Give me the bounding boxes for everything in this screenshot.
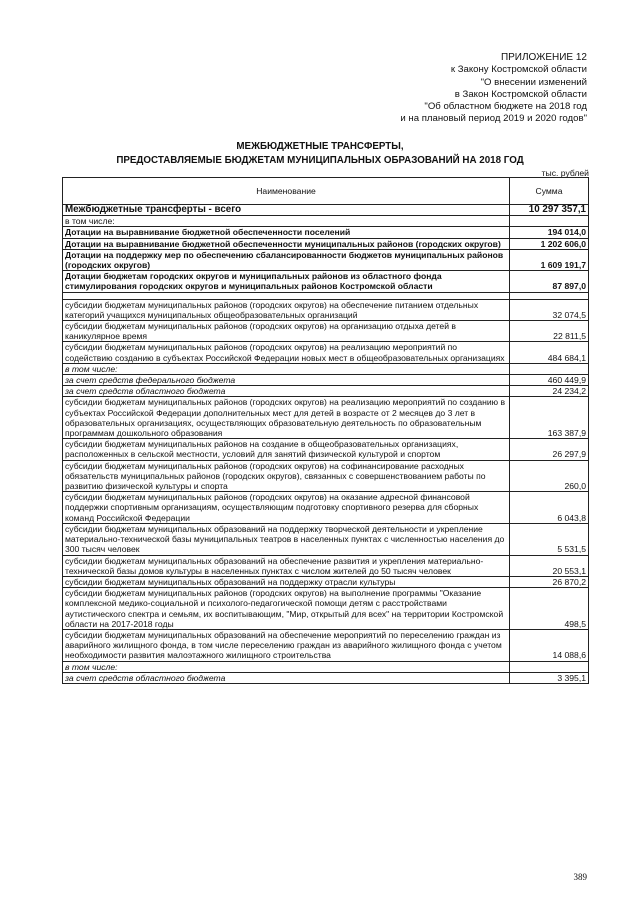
appendix-line: к Закону Костромской области xyxy=(450,64,587,76)
row-sum: 460 449,9 xyxy=(510,375,589,386)
row-sum: 26 870,2 xyxy=(510,576,589,587)
transfers-table xyxy=(62,177,589,684)
appendix-line: в Закон Костромской области xyxy=(454,88,587,100)
row-name: Межбюджетные трансферты - всего xyxy=(63,205,510,216)
row-name: субсидии бюджетам муниципальных районов (городских округов) на оказание адресной финансовой поддержки спортивным организациям, осуществляющим подготовку спортивного резерва для сборных команд Российской Федерации xyxy=(63,492,510,524)
row-sum: 163 387,9 xyxy=(510,397,589,439)
table-row xyxy=(63,397,589,439)
table-row xyxy=(63,205,589,216)
row-name: субсидии бюджетам муниципальных образований на поддержку отрасли культуры xyxy=(63,576,510,587)
appendix-line: "О внесении изменений xyxy=(480,76,587,88)
document-title xyxy=(60,140,580,168)
appendix-line: "Об областном бюджете на 2018 год xyxy=(424,101,587,113)
table-row xyxy=(63,292,589,299)
table-row xyxy=(63,271,589,292)
table-row xyxy=(63,672,589,683)
table-row xyxy=(63,363,589,374)
row-name: Дотации бюджетам городских округов и муниципальных районов из областного фонда стимулирования городских округов и муниципальных районов Костромской области xyxy=(63,271,510,292)
row-sum: 24 234,2 xyxy=(510,386,589,397)
row-name: субсидии бюджетам муниципальных образований на поддержку творческой деятельности и укрепление материально-технической базы муниципальных театров в населенных пунктах с численностью населения до 300 тысяч человек xyxy=(63,523,510,555)
row-sum: 484 684,1 xyxy=(510,342,589,363)
row-sum xyxy=(510,661,589,672)
row-name: за счет средств областного бюджета xyxy=(63,386,510,397)
table-row xyxy=(63,299,589,320)
table-row xyxy=(63,216,589,227)
row-name: в том числе: xyxy=(63,661,510,672)
unit-label: тыс. рублей xyxy=(541,168,589,178)
page-number: 389 xyxy=(573,872,587,882)
table-row xyxy=(63,588,589,630)
table-row xyxy=(63,227,589,238)
row-name: субсидии бюджетам муниципальных районов (городских округов) на реализацию мероприятий по созданию в субъектах Российской Федерации дополнительных мест для детей в возрасте от 2 месяцев до 3 лет в образовательных организациях, осуществляющих образовательную деятельность по образовательным программам дошкольного образования xyxy=(63,397,510,439)
table-row xyxy=(63,375,589,386)
row-sum xyxy=(510,292,589,299)
row-name: в том числе: xyxy=(63,216,510,227)
row-name: Дотации на выравнивание бюджетной обеспеченности муниципальных районов (городских округов) xyxy=(63,238,510,249)
table-row xyxy=(63,249,589,270)
row-sum: 498,5 xyxy=(510,588,589,630)
row-sum: 20 553,1 xyxy=(510,555,589,576)
row-sum: 22 811,5 xyxy=(510,321,589,342)
table-row xyxy=(63,342,589,363)
row-name: субсидии бюджетам муниципальных образований на обеспечение развития и укрепления материально-технической базы домов культуры в населенных пунктах с числом жителей до 50 тысяч человек xyxy=(63,555,510,576)
table-body xyxy=(63,205,589,684)
row-name: субсидии бюджетам муниципальных районов на создание в общеобразовательных организациях, расположенных в сельской местности, условий для занятий физической культурой и спортом xyxy=(63,439,510,460)
table-row xyxy=(63,492,589,524)
appendix-number: ПРИЛОЖЕНИЕ 12 xyxy=(500,52,587,63)
row-sum: 3 395,1 xyxy=(510,672,589,683)
row-name: субсидии бюджетам муниципальных районов (городских округов) на обеспечение питанием отдельных категорий учащихся муниципальных общеобразовательных организаций xyxy=(63,299,510,320)
row-sum xyxy=(510,216,589,227)
row-name: за счет средств областного бюджета xyxy=(63,672,510,683)
row-sum: 32 074,5 xyxy=(510,299,589,320)
table-header-row xyxy=(63,178,589,205)
header-name: Наименование xyxy=(63,178,510,205)
row-name: Дотации на поддержку мер по обеспечению сбалансированности бюджетов муниципальных районов (городских округов) xyxy=(63,249,510,270)
row-sum: 14 088,6 xyxy=(510,629,589,661)
table-row xyxy=(63,460,589,492)
row-name: субсидии бюджетам муниципальных районов (городских округов) на софинансирование расходных обязательств муниципальных районов (городских округов), связанных с совершенствованием работы по развитию физической культуры и спорта xyxy=(63,460,510,492)
row-sum: 1 202 606,0 xyxy=(510,238,589,249)
appendix-header xyxy=(400,52,587,126)
row-name xyxy=(63,292,510,299)
title-line-2: ПРЕДОСТАВЛЯЕМЫЕ БЮДЖЕТАМ МУНИЦИПАЛЬНЫХ ОБРАЗОВАНИЙ НА 2018 ГОД xyxy=(116,155,524,166)
table-row xyxy=(63,661,589,672)
title-line-1: МЕЖБЮДЖЕТНЫЕ ТРАНСФЕРТЫ, xyxy=(236,141,404,152)
table-row xyxy=(63,523,589,555)
header-sum: Сумма xyxy=(510,178,589,205)
row-name: Дотации на выравнивание бюджетной обеспеченности поселений xyxy=(63,227,510,238)
table-row xyxy=(63,238,589,249)
table-row xyxy=(63,555,589,576)
row-sum: 26 297,9 xyxy=(510,439,589,460)
table-row xyxy=(63,321,589,342)
row-sum: 260,0 xyxy=(510,460,589,492)
table-row xyxy=(63,439,589,460)
appendix-line: и на плановый период 2019 и 2020 годов" xyxy=(400,113,587,125)
row-name: субсидии бюджетам муниципальных районов (городских округов) на выполнение программы "Оказание комплексной медико-социальной и психолого-педагогической помощи детям с расстройствами аутистического спектра и семьям, их воспитывающим, "Мир, открытый для всех" на территории Костромской области на 2017-2018 годы xyxy=(63,588,510,630)
row-sum: 6 043,8 xyxy=(510,492,589,524)
row-name: субсидии бюджетам муниципальных районов (городских округов) на организацию отдыха детей в каникулярное время xyxy=(63,321,510,342)
row-sum: 10 297 357,1 xyxy=(510,205,589,216)
row-name: в том числе: xyxy=(63,363,510,374)
row-sum: 87 897,0 xyxy=(510,271,589,292)
table-row xyxy=(63,576,589,587)
row-name: субсидии бюджетам муниципальных образований на обеспечение мероприятий по переселению граждан из аварийного жилищного фонда, в том числе переселению граждан из аварийного жилищного фонда с учетом необходимости развития малоэтажного жилищного строительства xyxy=(63,629,510,661)
table-row xyxy=(63,386,589,397)
row-sum: 1 609 191,7 xyxy=(510,249,589,270)
row-name: субсидии бюджетам муниципальных районов (городских округов) на реализацию мероприятий по содействию созданию в субъектах Российской Федерации новых мест в общеобразовательных организациях xyxy=(63,342,510,363)
row-sum: 194 014,0 xyxy=(510,227,589,238)
row-sum: 5 531,5 xyxy=(510,523,589,555)
table-row xyxy=(63,629,589,661)
row-sum xyxy=(510,363,589,374)
row-name: за счет средств федерального бюджета xyxy=(63,375,510,386)
